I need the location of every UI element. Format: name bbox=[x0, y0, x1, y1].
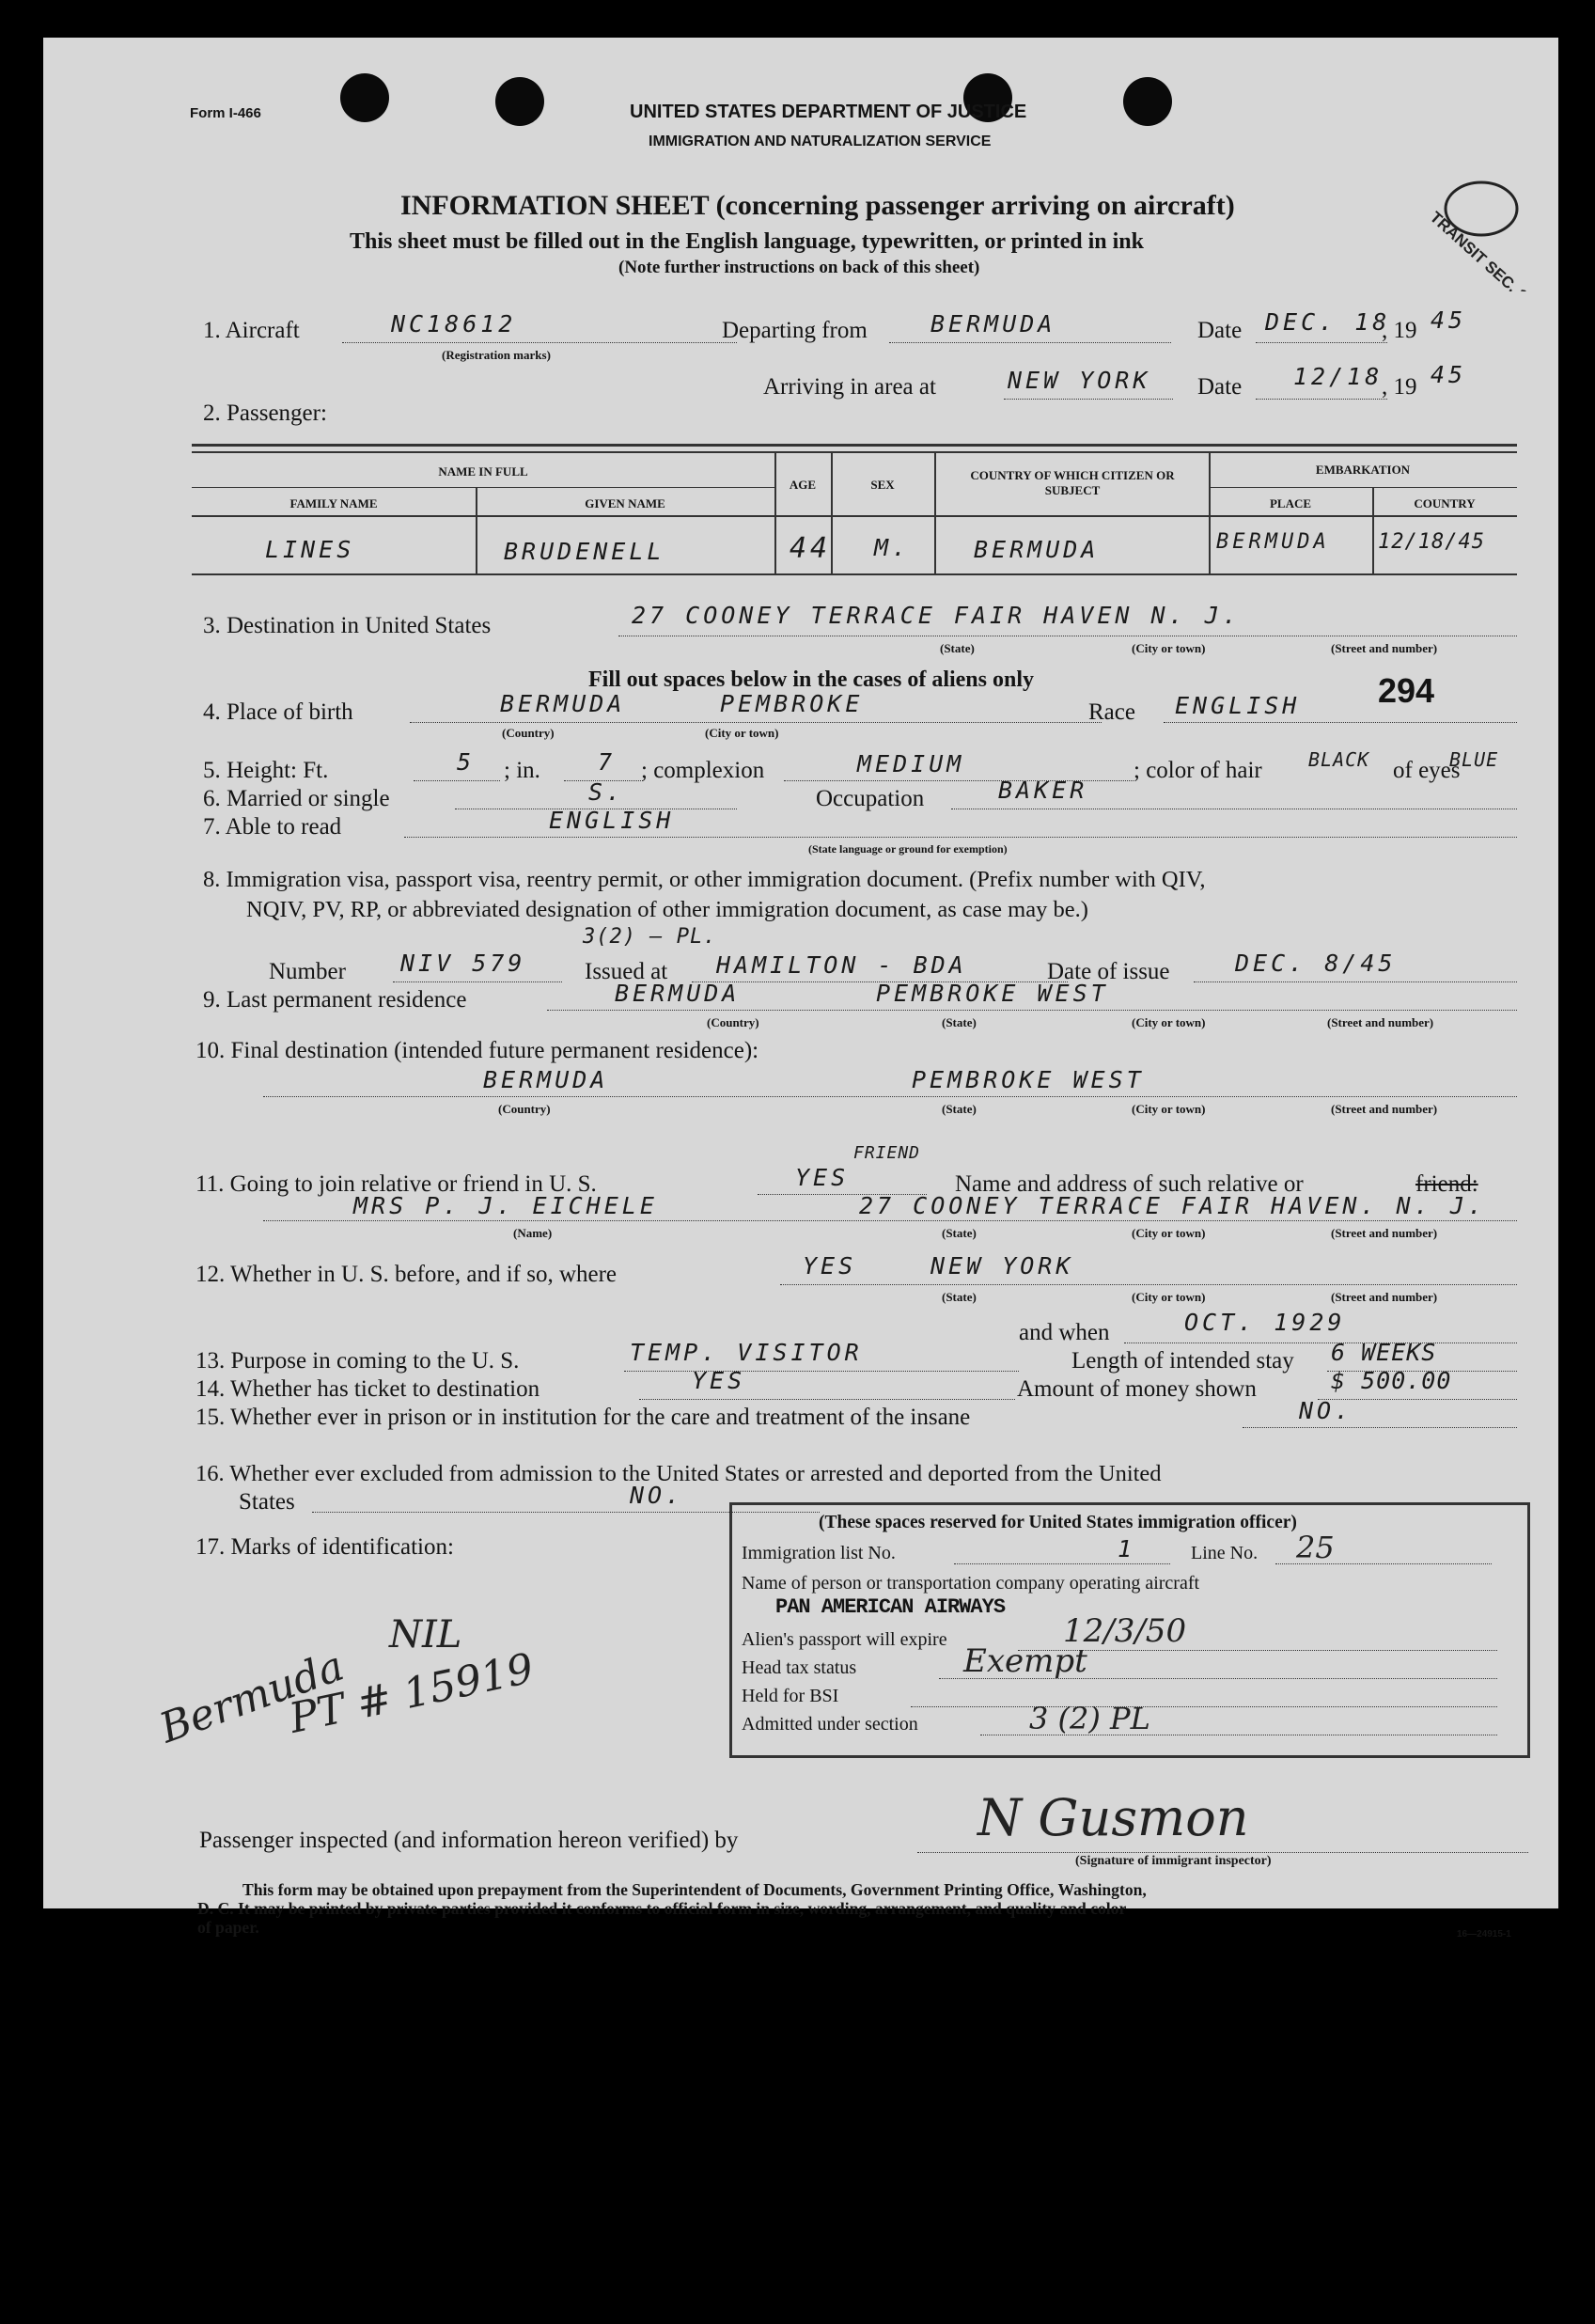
subtitle-note: (Note further instructions on back of this sheet) bbox=[618, 258, 980, 277]
ticket-label: 14. Whether has ticket to destination bbox=[195, 1376, 540, 1402]
previous-visit-where-value: NEW YORK bbox=[930, 1252, 1074, 1280]
departure-date-value: DEC. 18 bbox=[1265, 308, 1391, 336]
last-residence-state-caption: (State) bbox=[942, 1015, 977, 1029]
eyes-label: of eyes bbox=[1393, 758, 1461, 783]
birth-city-caption: (City or town) bbox=[705, 726, 779, 740]
date2-label: Date bbox=[1197, 374, 1243, 400]
last-residence-street-caption: (Street and number) bbox=[1327, 1015, 1434, 1029]
visa-note: 3(2) — PL. bbox=[583, 925, 717, 949]
punch-hole bbox=[340, 73, 389, 122]
form-code: 16—24915-1 bbox=[1457, 1929, 1511, 1939]
list-value: 1 bbox=[1118, 1535, 1136, 1562]
money-value: $ 500.00 bbox=[1331, 1367, 1452, 1394]
department-title: UNITED STATES DEPARTMENT OF JUSTICE bbox=[630, 102, 1027, 122]
birthplace-label: 4. Place of birth bbox=[203, 699, 353, 725]
aircraft-label: 1. Aircraft bbox=[203, 318, 300, 343]
prison-label: 15. Whether ever in prison or in institution for the care and treatment of the insane bbox=[195, 1405, 971, 1430]
friend-note: FRIEND bbox=[853, 1143, 921, 1163]
departing-value: BERMUDA bbox=[930, 310, 1056, 338]
birth-city-value: PEMBROKE bbox=[720, 690, 864, 717]
destination-label: 3. Destination in United States bbox=[203, 613, 492, 638]
form-sheet bbox=[43, 38, 1558, 1939]
sex-value: M. bbox=[874, 534, 911, 561]
country-header: COUNTRY bbox=[1414, 496, 1476, 510]
issued-at-label: Issued at bbox=[585, 959, 668, 984]
last-residence-label: 9. Last permanent residence bbox=[203, 987, 467, 1013]
company-label: Name of person or transportation company operating aircraft bbox=[742, 1573, 1200, 1594]
date-label: Date bbox=[1197, 318, 1243, 343]
visa-question-line1: 8. Immigration visa, passport visa, reentry permit, or other immigration document. (Prefix number with QIV, bbox=[203, 867, 1206, 892]
previous-visit-state-caption: (State) bbox=[942, 1290, 977, 1304]
final-destination-state-caption: (State) bbox=[942, 1102, 977, 1116]
contact-name-caption: (Name) bbox=[513, 1226, 553, 1240]
arriving-label: Arriving in area at bbox=[763, 374, 936, 400]
page-title: INFORMATION SHEET (concerning passenger arriving on aircraft) bbox=[400, 190, 1235, 221]
subtitle: This sheet must be filled out in the English language, typewritten, or printed in ink bbox=[350, 229, 1144, 254]
sex-header: SEX bbox=[870, 478, 895, 492]
company-value: PAN AMERICAN AIRWAYS bbox=[775, 1595, 1006, 1619]
able-to-read-label: 7. Able to read bbox=[203, 814, 342, 840]
age-header: AGE bbox=[789, 478, 817, 492]
language-caption: (State language or ground for exemption) bbox=[808, 842, 1008, 856]
officer-box-title: (These spaces reserved for United States immigration officer) bbox=[819, 1513, 1297, 1532]
admitted-section-value: 3 (2) PL bbox=[1029, 1701, 1150, 1736]
form-number: Form I-466 bbox=[190, 105, 261, 121]
hair-label: ; color of hair bbox=[1134, 758, 1262, 783]
footer-line3: of paper. bbox=[197, 1918, 259, 1937]
family-name-header: FAMILY NAME bbox=[289, 496, 378, 510]
signature-caption: (Signature of immigrant inspector) bbox=[1075, 1854, 1272, 1868]
embarkation-header: EMBARKATION bbox=[1315, 463, 1411, 477]
given-name-header: GIVEN NAME bbox=[585, 496, 665, 510]
complexion-label: ; complexion bbox=[641, 758, 765, 783]
given-name-value: BRUDENELL bbox=[504, 538, 665, 565]
departure-year-value: 45 bbox=[1431, 306, 1467, 334]
serial-number: 294 bbox=[1378, 671, 1435, 710]
punch-hole bbox=[1123, 77, 1172, 126]
destination-city-caption: (City or town) bbox=[1132, 641, 1206, 655]
age-value: 44 bbox=[790, 532, 832, 565]
last-residence-city-caption: (City or town) bbox=[1132, 1015, 1206, 1029]
visa-number-label: Number bbox=[269, 959, 346, 984]
struck-friend: friend: bbox=[1415, 1171, 1478, 1197]
contact-street-caption: (Street and number) bbox=[1331, 1226, 1438, 1240]
previous-visit-street-caption: (Street and number) bbox=[1331, 1290, 1438, 1304]
height-ft-value: 5 bbox=[457, 748, 476, 776]
passport-expire-label: Alien's passport will expire bbox=[742, 1629, 947, 1650]
race-value: ENGLISH bbox=[1175, 692, 1301, 719]
arrival-year-value: 45 bbox=[1431, 361, 1467, 388]
visa-number-value: NIV 579 bbox=[400, 950, 526, 977]
eyes-value: BLUE bbox=[1449, 748, 1499, 771]
identification-note-nil: NIL bbox=[389, 1613, 462, 1657]
hair-value: BLACK bbox=[1308, 748, 1370, 771]
excluded-line1: 16. Whether ever excluded from admission to the United States or arrested and deported from the United bbox=[195, 1461, 1162, 1486]
registration-caption: (Registration marks) bbox=[442, 348, 551, 362]
admitted-section-label: Admitted under section bbox=[742, 1714, 918, 1735]
destination-state-caption: (State) bbox=[940, 641, 975, 655]
passenger-label: 2. Passenger: bbox=[203, 400, 327, 426]
date-of-issue-value: DEC. 8/45 bbox=[1235, 950, 1397, 977]
final-destination-country-caption: (Country) bbox=[498, 1102, 551, 1116]
contact-city-caption: (City or town) bbox=[1132, 1226, 1206, 1240]
excluded-line2: States bbox=[239, 1489, 295, 1515]
arriving-value: NEW YORK bbox=[1008, 367, 1151, 394]
previous-visit-city-caption: (City or town) bbox=[1132, 1290, 1206, 1304]
marital-value: S. bbox=[588, 778, 625, 806]
transit-stamp bbox=[1387, 179, 1528, 291]
money-label: Amount of money shown bbox=[1017, 1376, 1257, 1402]
passport-expire-value: 12/3/50 bbox=[1063, 1612, 1187, 1650]
inspected-label: Passenger inspected (and information hereon verified) by bbox=[199, 1828, 739, 1853]
when-value: OCT. 1929 bbox=[1184, 1309, 1346, 1336]
line-value: 25 bbox=[1296, 1530, 1335, 1565]
join-relative-value: YES bbox=[795, 1164, 850, 1191]
punch-hole bbox=[495, 77, 544, 126]
contact-name-value: MRS P. J. EICHELE bbox=[353, 1192, 658, 1219]
identification-note-pt: PT # 15919 bbox=[285, 1644, 539, 1743]
height-label: 5. Height: Ft. bbox=[203, 758, 329, 783]
final-destination-street-caption: (Street and number) bbox=[1331, 1102, 1438, 1116]
country-citizen-header: COUNTRY OF WHICH CITIZEN OR SUBJECT bbox=[970, 468, 1175, 497]
inches-label: ; in. bbox=[504, 758, 540, 783]
identification-label: 17. Marks of identification: bbox=[195, 1534, 454, 1560]
aliens-only-note: Fill out spaces below in the cases of aliens only bbox=[588, 667, 1035, 692]
country-citizen-value: BERMUDA bbox=[974, 536, 1100, 563]
departing-label: Departing from bbox=[722, 318, 868, 343]
issued-at-value: HAMILTON - BDA bbox=[716, 951, 967, 979]
aircraft-value: NC18612 bbox=[391, 310, 517, 338]
birth-country-caption: (Country) bbox=[502, 726, 555, 740]
marital-label: 6. Married or single bbox=[203, 786, 390, 811]
service-title: IMMIGRATION AND NATURALIZATION SERVICE bbox=[649, 133, 992, 149]
date-of-issue-label: Date of issue bbox=[1047, 959, 1170, 984]
join-relative-label: 11. Going to join relative or friend in U. S. bbox=[195, 1171, 597, 1197]
list-label: Immigration list No. bbox=[742, 1543, 896, 1563]
occupation-label: Occupation bbox=[816, 786, 925, 811]
final-destination-state-value: PEMBROKE WEST bbox=[912, 1066, 1145, 1093]
previous-visit-value: YES bbox=[803, 1252, 857, 1280]
arrival-date-value: 12/18 bbox=[1293, 363, 1384, 390]
excluded-value: NO. bbox=[630, 1482, 684, 1509]
purpose-value: TEMP. VISITOR bbox=[630, 1339, 863, 1366]
stay-value: 6 WEEKS bbox=[1331, 1339, 1437, 1366]
occupation-value: BAKER bbox=[998, 777, 1088, 804]
last-residence-state-value: PEMBROKE WEST bbox=[876, 980, 1109, 1007]
head-tax-value: Exempt bbox=[963, 1642, 1087, 1680]
birth-country-value: BERMUDA bbox=[500, 690, 626, 717]
head-tax-label: Head tax status bbox=[742, 1657, 857, 1678]
prison-value: NO. bbox=[1299, 1397, 1353, 1424]
height-in-value: 7 bbox=[598, 748, 617, 776]
contact-address-value: 27 COONEY TERRACE FAIR HAVEN. N. J. bbox=[859, 1192, 1486, 1219]
year2-prefix: , 19 bbox=[1382, 374, 1417, 400]
inspector-signature: N Gusmon bbox=[977, 1788, 1249, 1847]
final-destination-city-caption: (City or town) bbox=[1132, 1102, 1206, 1116]
visa-question-line2: NQIV, PV, RP, or abbreviated designation of other immigration document, as case may be.) bbox=[246, 897, 1088, 922]
able-to-read-value: ENGLISH bbox=[549, 807, 675, 834]
destination-value: 27 COONEY TERRACE FAIR HAVEN N. J. bbox=[632, 602, 1241, 629]
complexion-value: MEDIUM bbox=[857, 750, 965, 777]
final-destination-country-value: BERMUDA bbox=[483, 1066, 609, 1093]
purpose-label: 13. Purpose in coming to the U. S. bbox=[195, 1348, 520, 1374]
contact-state-caption: (State) bbox=[942, 1226, 977, 1240]
last-residence-country-value: BERMUDA bbox=[615, 980, 741, 1007]
officer-box bbox=[729, 1502, 1530, 1758]
place-header: PLACE bbox=[1269, 496, 1312, 510]
footer-line1: This form may be obtained upon prepayment from the Superintendent of Documents, Government Printing Office, Washington, bbox=[242, 1880, 1147, 1899]
previous-visit-label: 12. Whether in U. S. before, and if so, where bbox=[195, 1262, 618, 1287]
footer-line2: D. C. It may be printed by private parties provided it conforms to official form in size, wording, arrangement, and quality and color bbox=[197, 1899, 1127, 1918]
ticket-value: YES bbox=[692, 1367, 746, 1394]
held-bsi-label: Held for BSI bbox=[742, 1686, 839, 1706]
identification-note-bermuda: Bermuda bbox=[153, 1641, 351, 1753]
race-label: Race bbox=[1088, 699, 1135, 725]
line-label: Line No. bbox=[1191, 1543, 1259, 1563]
when-label: and when bbox=[1019, 1320, 1110, 1345]
embarkation-date-value: 12/18/45 bbox=[1378, 530, 1485, 554]
svg-text:TRANSIT SEC. 105.3(d): TRANSIT SEC. bbox=[1426, 208, 1522, 291]
final-destination-label: 10. Final destination (intended future permanent residence): bbox=[195, 1038, 759, 1063]
last-residence-country-caption: (Country) bbox=[707, 1015, 759, 1029]
name-in-full-header: NAME IN FULL bbox=[438, 464, 528, 479]
year-prefix: , 19 bbox=[1382, 318, 1417, 343]
family-name-value: LINES bbox=[265, 536, 355, 563]
name-address-label: Name and address of such relative or bbox=[955, 1171, 1304, 1197]
stay-label: Length of intended stay bbox=[1071, 1348, 1294, 1374]
embarkation-place-value: BERMUDA bbox=[1216, 530, 1330, 554]
destination-street-caption: (Street and number) bbox=[1331, 641, 1438, 655]
